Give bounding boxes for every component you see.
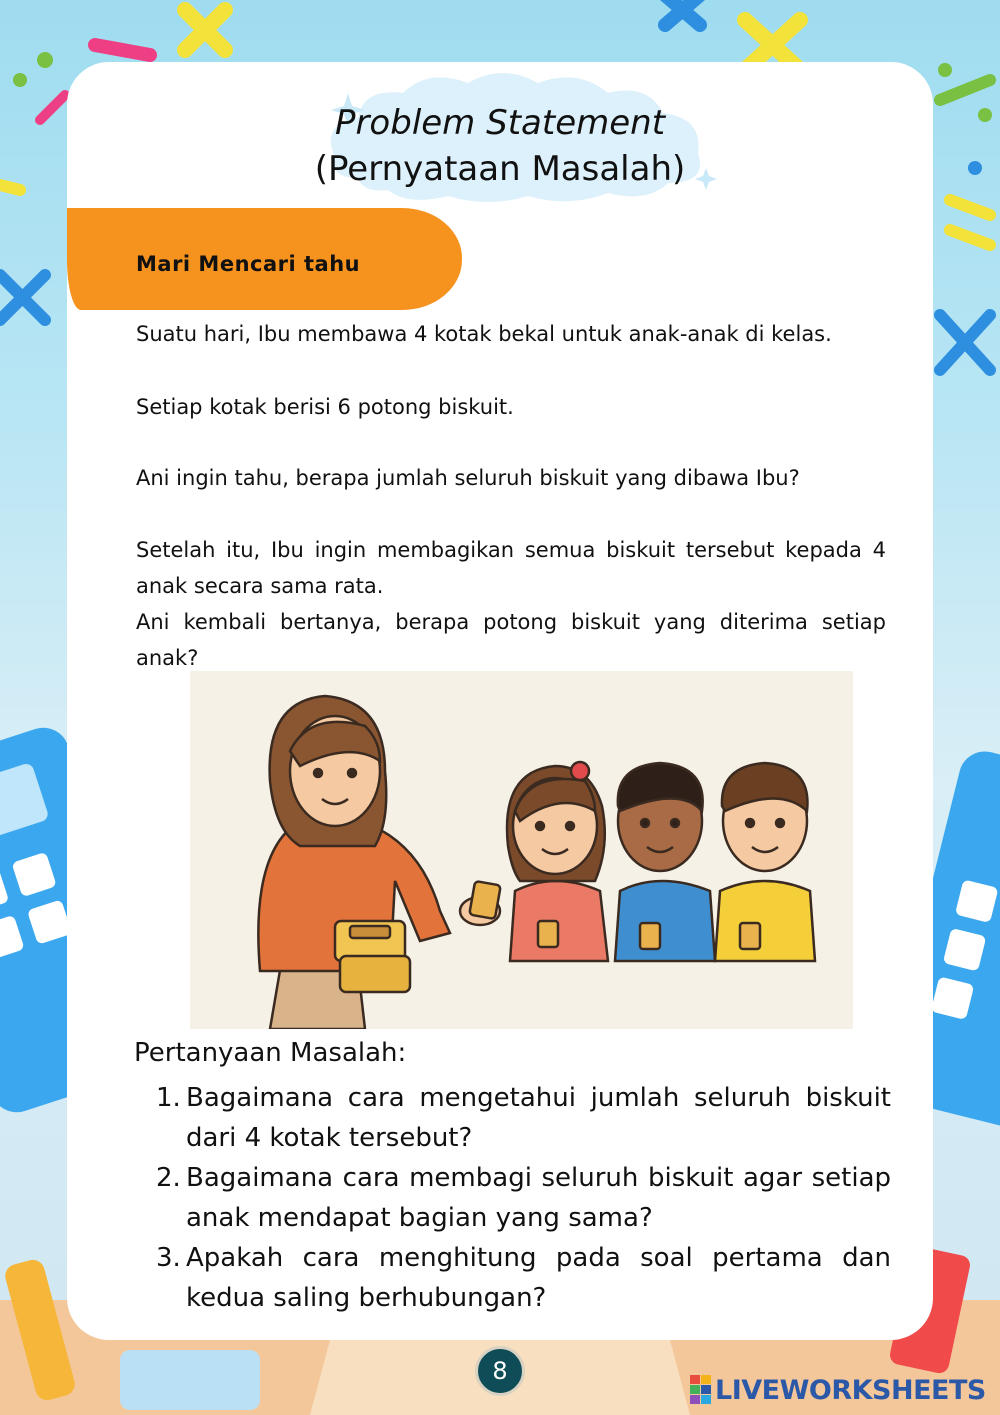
story-paragraph-5: Ani kembali bertanya, berapa potong biskuit yang diterima setiap anak? <box>136 610 886 670</box>
questions-heading: Pertanyaan Masalah: <box>134 1038 407 1068</box>
question-text: Bagaimana cara membagi seluruh biskuit agar setiap anak mendapat bagian yang sama? <box>186 1163 891 1233</box>
question-number: 3. <box>156 1243 181 1273</box>
story-paragraph-4: Setelah itu, Ibu ingin membagikan semua biskuit tersebut kepada 4 anak secara sama rata. <box>136 538 886 598</box>
title-indonesian: (Pernyataan Masalah) <box>314 149 686 189</box>
liveworksheets-brand-text: LIVEWORKSHEETS <box>715 1374 986 1406</box>
page-title <box>0 100 1000 192</box>
child-girl-icon <box>507 762 608 961</box>
story-paragraph-3: Ani ingin tahu, berapa jumlah seluruh biskuit yang dibawa Ibu? <box>136 466 800 490</box>
page-number-badge: 8 <box>475 1346 525 1396</box>
section-banner-label: Mari Mencari tahu <box>136 252 361 276</box>
story-paragraph-1: Suatu hari, Ibu membawa 4 kotak bekal untuk anak-anak di kelas. <box>136 322 832 346</box>
question-text: Bagaimana cara mengetahui jumlah seluruh biskuit dari 4 kotak tersebut? <box>186 1083 891 1153</box>
liveworksheets-logo[interactable] <box>690 1372 986 1408</box>
title-english: Problem Statement <box>334 103 666 143</box>
question-item-3 <box>156 1238 891 1318</box>
liveworksheets-logo-icon <box>690 1375 712 1405</box>
lunch-box-icon <box>335 921 410 992</box>
question-item-2 <box>156 1158 891 1238</box>
question-item-1 <box>156 1078 891 1158</box>
illustration-mother-children-icon <box>190 671 853 1029</box>
question-number: 1. <box>156 1083 181 1113</box>
question-number: 2. <box>156 1163 181 1193</box>
question-text: Apakah cara menghitung pada soal pertama dan kedua saling berhubungan? <box>186 1243 891 1313</box>
story-paragraph-2: Setiap kotak berisi 6 potong biskuit. <box>136 395 514 419</box>
questions-list <box>156 1078 891 1318</box>
